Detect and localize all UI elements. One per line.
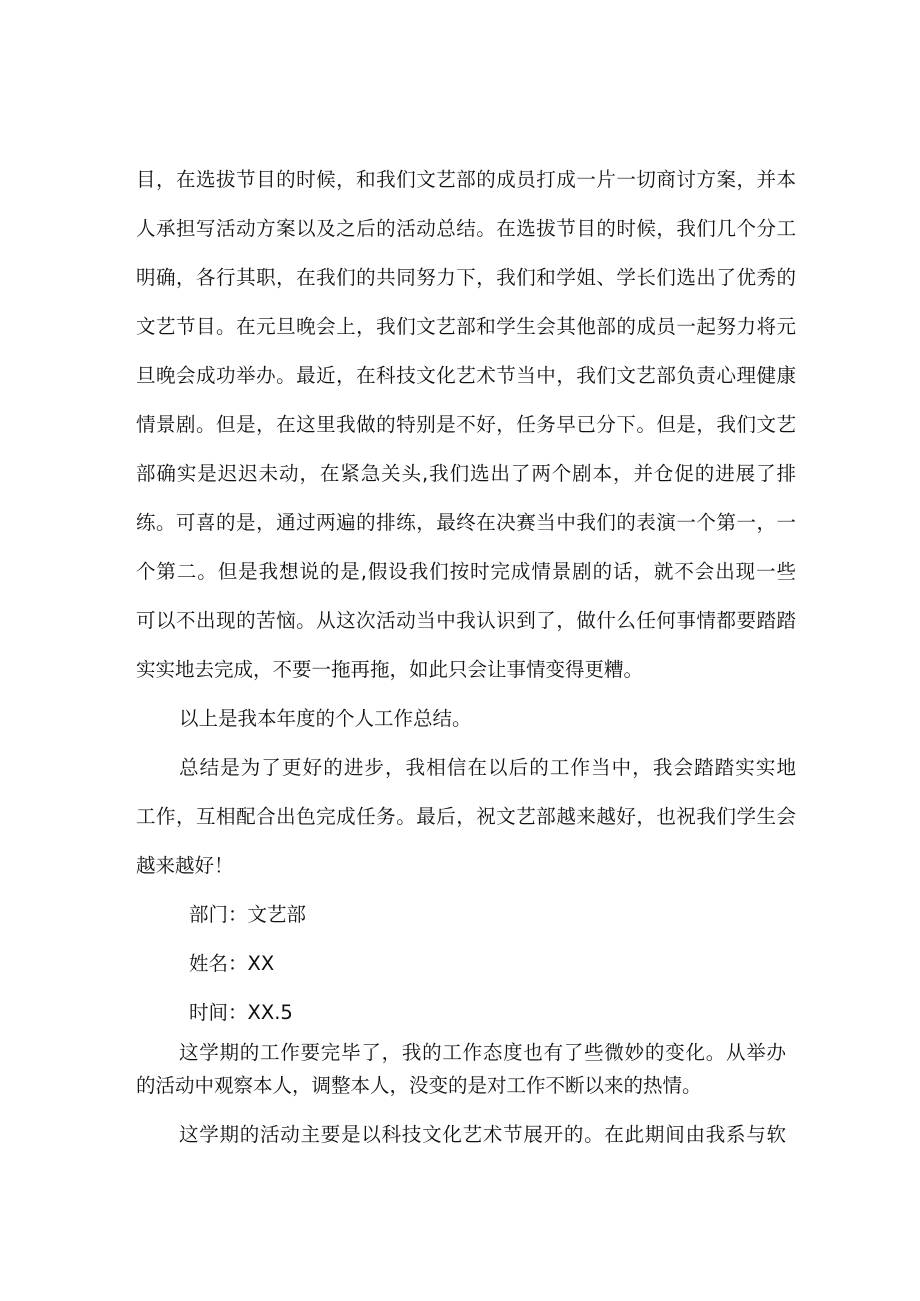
paragraph-line: 目，在选拔节目的时候，和我们文艺部的成员打成一片一切商讨方案，并本 (136, 168, 796, 191)
paragraph-line: 可以不出现的苦恼。从这次活动当中我认识到了，做什么任何事情都要踏踏 (136, 609, 796, 632)
paragraph-line: 个第二。但是我想说的是,假设我们按时完成情景剧的话，就不会出现一些 (136, 560, 796, 583)
paragraph-line: 这学期的工作要完毕了，我的工作态度也有了些微妙的变化。从举办 (179, 1041, 786, 1064)
paragraph-line: 实实地去完成，不要一拖再拖，如此只会让事情变得更糟。 (136, 658, 644, 681)
summary-line: 以上是我本年度的个人工作总结。 (179, 707, 472, 730)
paragraph-line: 旦晚会成功举办。最近，在科技文化艺术节当中，我们文艺部负责心理健康 (136, 364, 796, 387)
paragraph-line: 文艺节目。在元旦晚会上，我们文艺部和学生会其他部的成员一起努力将元 (136, 315, 796, 338)
paragraph-line: 这学期的活动主要是以科技文化艺术节展开的。在此期间由我系与软 (179, 1123, 786, 1146)
closing-line: 工作，互相配合出色完成任务。最后，祝文艺部越来越好，也祝我们学生会 (136, 805, 796, 828)
paragraph-line: 人承担写活动方案以及之后的活动总结。在选拔节目的时候，我们几个分工 (136, 217, 796, 240)
time-label: 时间：XX.5 (189, 1001, 293, 1024)
paragraph-line: 的活动中观察本人，调整本人，没变的是对工作不断以来的热情。 (136, 1074, 702, 1097)
paragraph-line: 情景剧。但是，在这里我做的特别是不好，任务早已分下。但是，我们文艺 (136, 413, 796, 436)
closing-line: 越来越好！ (136, 854, 234, 877)
closing-line: 总结是为了更好的进步，我相信在以后的工作当中，我会踏踏实实地 (179, 756, 796, 779)
name-label: 姓名：XX (189, 952, 275, 975)
department-label: 部门：文艺部 (189, 903, 307, 926)
paragraph-line: 部确实是迟迟未动，在紧急关头,我们选出了两个剧本，并仓促的进展了排 (136, 462, 796, 485)
paragraph-line: 明确，各行其职，在我们的共同努力下，我们和学姐、学长们选出了优秀的 (136, 266, 796, 289)
paragraph-line: 练。可喜的是，通过两遍的排练，最终在决赛当中我们的表演一个第一，一 (136, 511, 796, 534)
